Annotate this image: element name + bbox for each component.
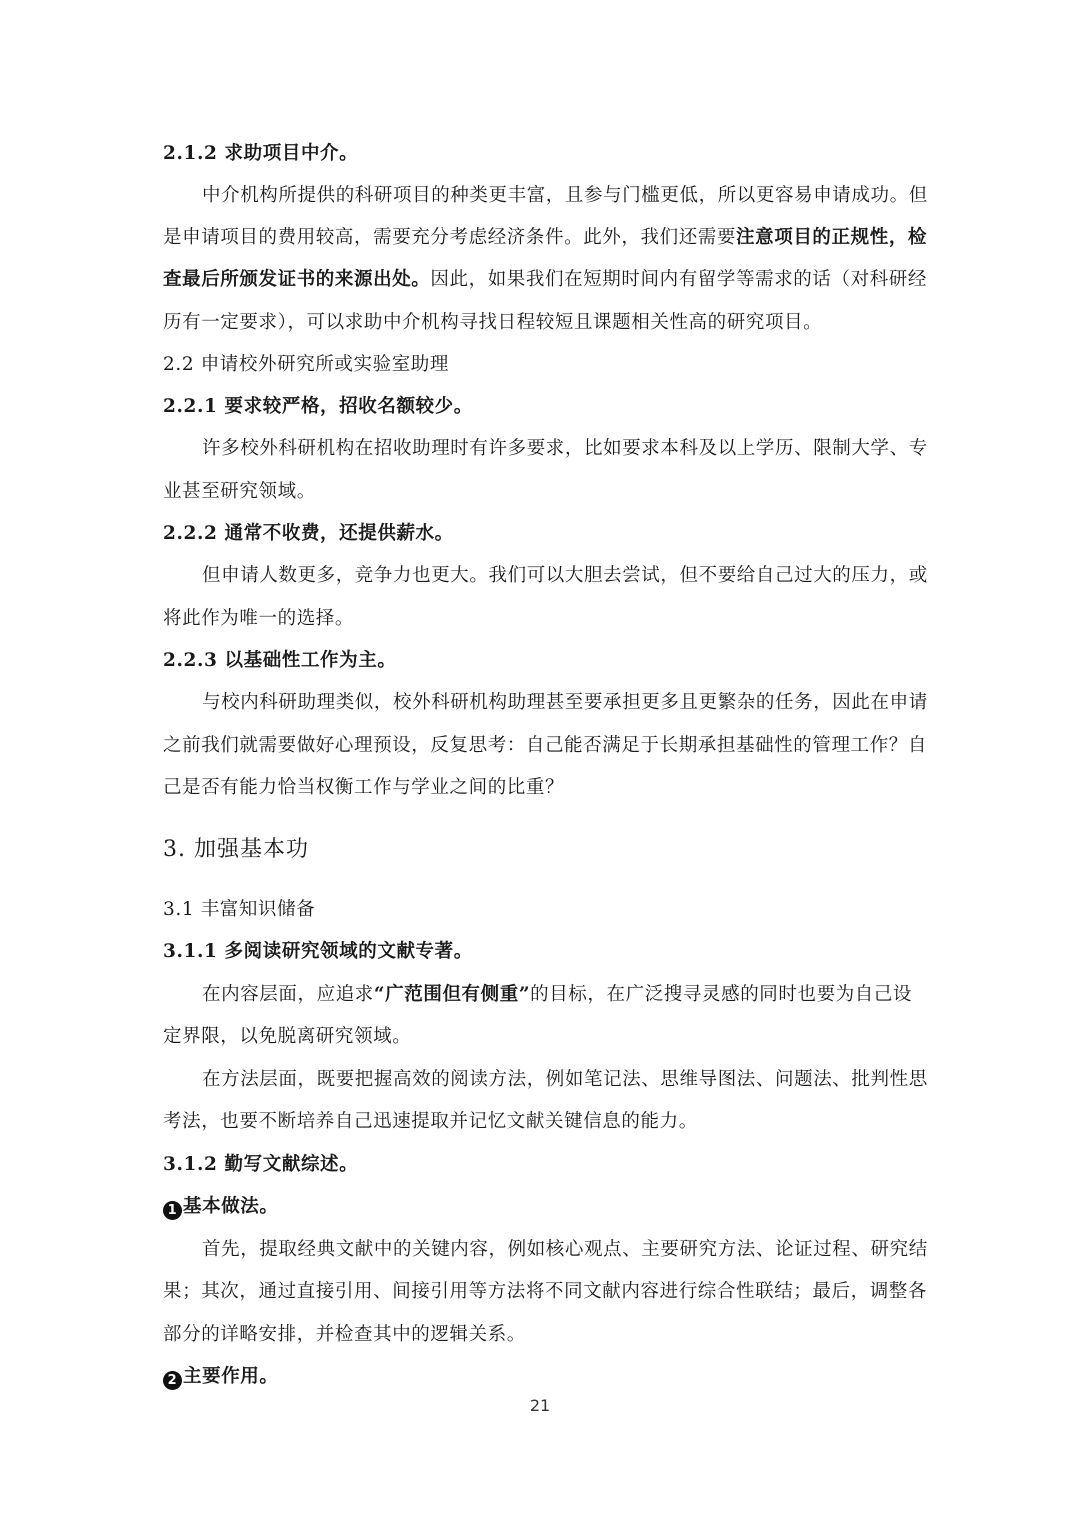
paragraph-line: [202, 983, 962, 1007]
heading-2-1-2: 2.1.2 求助项目中介。: [163, 143, 359, 164]
paragraph-emphasis: 注意项目的正规性，检: [736, 227, 928, 248]
paragraph-emphasis: “广范围但有侧重”: [373, 984, 531, 1005]
list-item-basic-method: [163, 1195, 923, 1220]
page-number: 21: [529, 1396, 551, 1415]
heading-2-2-1: 2.2.1 要求较严格，招收名额较少。: [163, 396, 473, 417]
paragraph-line: 己是否有能力恰当权衡工作与学业之间的比重？: [163, 777, 565, 798]
paragraph-line: 与校内科研助理类似，校外科研机构助理甚至要承担更多且更繁杂的任务，因此在申请: [202, 692, 928, 713]
paragraph-text: 的目标，在广泛搜寻灵感的同时也要为自己设: [530, 984, 913, 1005]
paragraph-line: [163, 226, 928, 250]
circled-number-icon: 2: [163, 1371, 182, 1390]
paragraph-line: 中介机构所提供的科研项目的种类更丰富，且参与门槛更低，所以更容易申请成功。但: [202, 185, 928, 206]
paragraph-line: 之前我们就需要做好心理预设，反复思考：自己能否满足于长期承担基础性的管理工作？自: [163, 735, 928, 756]
paragraph-line: 在方法层面，既要把握高效的阅读方法，例如笔记法、思维导图法、问题法、批判性思: [202, 1069, 928, 1090]
heading-3-1: 3.1 丰富知识储备: [163, 899, 316, 920]
paragraph-line: 许多校外科研机构在招收助理时有许多要求，比如要求本科及以上学历、限制大学、专: [202, 438, 928, 459]
heading-2-2-3: 2.2.3 以基础性工作为主。: [163, 650, 397, 671]
heading-3-1-1: 3.1.1 多阅读研究领域的文献专著。: [163, 941, 473, 962]
heading-3-1-2: 3.1.2 勤写文献综述。: [163, 1154, 359, 1175]
paragraph-emphasis: 查最后所颁发证书的来源出处。: [163, 269, 431, 290]
paragraph-text: 因此，如果我们在短期时间内有留学等需求的话（对科研经: [430, 269, 928, 290]
paragraph-text: 是申请项目的费用较高，需要充分考虑经济条件。此外，我们还需要: [163, 227, 737, 248]
heading-2-2: 2.2 申请校外研究所或实验室助理: [163, 354, 450, 375]
paragraph-line: 但申请人数更多，竞争力也更大。我们可以大胆去尝试，但不要给自己过大的压力，或: [202, 565, 928, 586]
paragraph-line: 将此作为唯一的选择。: [163, 608, 355, 629]
paragraph-line: 首先，提取经典文献中的关键内容，例如核心观点、主要研究方法、论证过程、研究结: [202, 1239, 928, 1260]
paragraph-line: 部分的详略安排，并检查其中的逻辑关系。: [163, 1324, 526, 1345]
list-item-label: 主要作用。: [183, 1366, 279, 1387]
paragraph-line: 历有一定要求），可以求助中介机构寻找日程较短且课题相关性高的研究项目。: [163, 312, 823, 333]
heading-3: 3. 加强基本功: [163, 837, 309, 862]
heading-2-2-2: 2.2.2 通常不收费，还提供薪水。: [163, 523, 454, 544]
paragraph-line: 定界限，以免脱离研究领域。: [163, 1026, 412, 1047]
paragraph-line: 考法，也要不断培养自己迅速提取并记忆文献关键信息的能力。: [163, 1111, 698, 1132]
paragraph-line: 业甚至研究领域。: [163, 481, 316, 502]
list-item-label: 基本做法。: [183, 1196, 279, 1217]
paragraph-line: [163, 268, 928, 292]
circled-number-icon: 1: [163, 1201, 182, 1220]
paragraph-text: 在内容层面，应追求: [202, 984, 374, 1005]
paragraph-line: 果；其次，通过直接引用、间接引用等方法将不同文献内容进行综合性联结；最后，调整各: [163, 1281, 928, 1302]
list-item-main-function: [163, 1365, 923, 1390]
